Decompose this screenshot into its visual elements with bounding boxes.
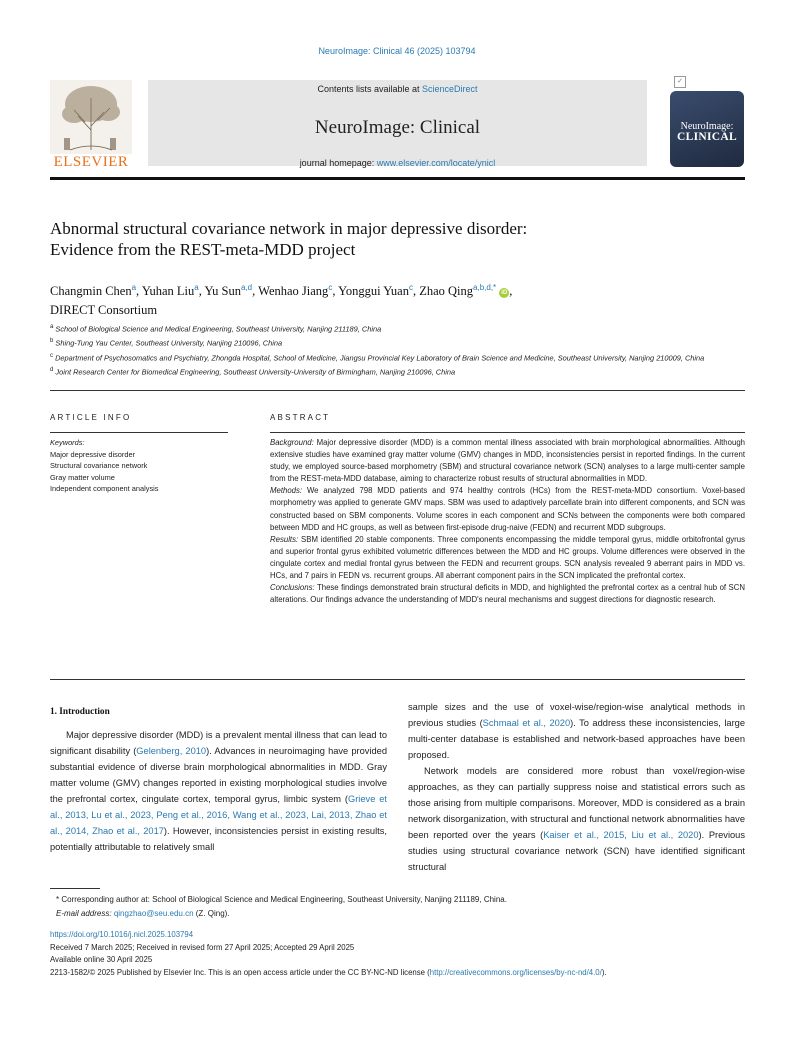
keyword-item: Major depressive disorder <box>50 449 136 459</box>
affiliations-divider <box>50 390 745 391</box>
consortium-name: DIRECT Consortium <box>50 303 158 318</box>
citation-link[interactable]: Kaiser et al., 2015, Liu et al., 2020 <box>543 830 699 840</box>
author-name[interactable]: Yuhan Liu <box>141 284 195 299</box>
author-name[interactable]: Wenhao Jiang <box>258 284 329 299</box>
abstract-divider <box>270 432 745 433</box>
license-link[interactable]: http://creativecommons.org/licenses/by-nc-nd/4.0/ <box>429 967 602 977</box>
abstract-bottom-divider <box>50 679 745 680</box>
footnote <box>56 893 746 921</box>
intro-right-column <box>408 699 745 875</box>
journal-homepage-link[interactable]: www.elsevier.com/locate/ynicl <box>376 158 496 168</box>
keyword-item: Gray matter volume <box>50 472 115 482</box>
citation-link[interactable]: Grieve et al., 2013, Lu et al., 2023, Peng et al., 2016, Wang et al., 2023, Lai, 2013, Zhao et al., 2014, Zhao et al., 2017 <box>50 794 388 836</box>
keywords-label: Keywords: <box>50 438 85 447</box>
affiliation-item: $^a$ School of Biological Science and Medical Engineering, Southeast University, Nanjing 211189, China <box>50 324 382 334</box>
abstract-conclusions: Conclusions: These findings demonstrated brain structural deficits in MDD, and highlighted the prefrontal cortex as a central hub of SCN alterations. Our findings advance the understanding of MDD's neural mechanisms and suggest directions for diagnostic research. <box>270 583 745 605</box>
abstract-results: Results: SBM identified 20 stable components. Three components encompassing the middle temporal gyrus, middle orbitofrontal gyrus and superior frontal gyrus exhibited volumetric differences between the MDD and HC groups. Volume differences were observed in the cingulate cortex and medial frontal gyrus between the FEDN and recurrent groups. SCN analysis revealed 9 aberrant pairs in MDD vs. HCs, and 7 pairs in FEDN vs. recurrent groups. All aberrant component pairs in the SCN implicated the prefrontal cortex. <box>270 534 745 581</box>
author-affiliation-marker[interactable]: a <box>194 283 199 292</box>
corresponding-author-note: * Corresponding author at: School of Biological Science and Medical Engineering, Southeast University, Nanjing 211189, China. <box>56 895 507 904</box>
article-info-heading: ARTICLE INFO <box>50 413 132 422</box>
author-name[interactable]: Yu Sun <box>204 284 241 299</box>
author-affiliation-marker[interactable]: a <box>131 283 137 292</box>
keywords-block <box>50 437 228 495</box>
journal-header <box>50 74 745 172</box>
orcid-icon[interactable]: iD <box>501 290 508 297</box>
journal-title: NeuroImage: Clinical <box>314 117 481 138</box>
journal-cover-thumbnail: NeuroImage: CLINICAL <box>670 91 744 167</box>
keyword-item: Structural covariance network <box>50 461 148 470</box>
author-affiliation-marker[interactable]: a,b,d,* <box>473 283 497 292</box>
abstract-background: Background: Major depressive disorder (MDD) is a common mental illness associated with brain morphological abnormalities. Although extensive studies have examined gray matter volume (GMV) changes in MDD, inconsistencies persist in reported findings. In the current study, we employed source-based morphometry (SBM) and structural covariance network (SCN) analyses to a large multi-center sample from the REST-meta-MDD database, aiming to characterize robust results of structural abnormalities in MDD. <box>270 438 745 484</box>
available-online: Available online 30 April 2025 <box>50 955 153 964</box>
doi-link[interactable]: https://doi.org/10.1016/j.nicl.2025.103794 <box>50 930 194 939</box>
affiliation-item: $^d$ Joint Research Center for Biomedical Engineering, Southeast University-University of Birmingham, Nanjing 210096, China <box>50 367 456 377</box>
author-affiliation-marker[interactable]: c <box>408 283 413 292</box>
intro-paragraph: Network models are considered more robust than voxel/region-wise approaches, as they can partially suppress noise and statistical errors such as those arising from multiple comparisons. Moreover, MDD is considered as a brain network disorganization, with structural and functional network abnormalities have been reported over the years (Kaiser et al., 2015, Liu et al., 2020). Previous studies using structural covariance network (SCN) have identified significant structural <box>408 766 745 872</box>
email-note: E-mail address: qingzhao@seu.edu.cn (Z. Qing). <box>56 909 230 918</box>
keyword-item: Independent component analysis <box>50 484 159 493</box>
publication-info <box>50 929 750 979</box>
abstract-methods: Methods: We analyzed 798 MDD patients and 974 healthy controls (HCs) from the REST-meta-MDD consortium. Voxel-based morphometry was applied to generate GMV maps. SBM was used to adaptively parcellate brain into different components, and SCN was constructed based on SBM components. Volume scores in each component and SCNs between the components were both compared between MDD and HC groups, as well as between first-episode drug-naive (FEDN) and recurrent MDD subgroups. <box>270 486 745 532</box>
introduction-heading: 1. Introduction <box>50 707 110 717</box>
author-list: Changmin Chen$^a$, Yuhan Liu$^a$, Yu Sun$^{a,d}$, Wenhao Jiang$^c$, Yonggui Yuan$^c$, Zhao Qing$^{a,b,d,*}$ iD , DIRECT Consortium <box>50 283 513 318</box>
author-name[interactable]: Zhao Qing <box>419 284 474 299</box>
citation-link[interactable]: Gelenberg, 2010 <box>136 746 207 756</box>
author-name[interactable]: Yonggui Yuan <box>338 284 409 299</box>
intro-left-column <box>50 727 387 855</box>
author-affiliation-marker[interactable]: a,d <box>241 283 253 292</box>
crossmark-icon[interactable]: ✓ <box>674 76 686 88</box>
footnote-divider <box>50 888 100 889</box>
header-divider <box>50 177 745 180</box>
author-affiliation-marker[interactable]: c <box>328 283 333 292</box>
citation-link[interactable]: Schmaal et al., 2020 <box>482 718 571 728</box>
homepage-line: journal homepage: www.elsevier.com/locate/ynicl <box>299 158 496 168</box>
elsevier-wordmark: ELSEVIER <box>53 154 129 170</box>
dates-received: Received 7 March 2025; Received in revised form 27 April 2025; Accepted 29 April 2025 <box>50 942 355 952</box>
article-title: Abnormal structural covariance network in major depressive disorder: Evidence from the REST-meta-MDD project <box>50 219 528 259</box>
email-link[interactable]: qingzhao@seu.edu.cn <box>113 909 194 918</box>
article-info-divider <box>50 432 228 433</box>
license-line: 2213-1582/© 2025 Published by Elsevier Inc. This is an open access article under the CC BY-NC-ND license (http://creativecommons.org/licenses/by-nc-nd/4.0/). <box>50 967 607 977</box>
author-name[interactable]: Changmin Chen <box>50 284 132 299</box>
contents-line: Contents lists available at ScienceDirect <box>317 84 478 94</box>
header-info-panel <box>148 80 647 166</box>
sciencedirect-link[interactable]: ScienceDirect <box>422 84 478 94</box>
affiliation-item: $^b$ Shing-Tung Yau Center, Southeast University, Nanjing 210096, China <box>50 338 283 348</box>
affiliation-item: $^c$ Department of Psychosomatics and Psychiatry, Zhongda Hospital, School of Medicine, Jiangsu Provincial Key Laboratory of Brain Science and Medicine, Southeast University, Nanjing 210009, China <box>50 352 705 363</box>
affiliations <box>50 321 750 379</box>
abstract-heading: ABSTRACT <box>270 413 331 422</box>
journal-reference-link[interactable]: NeuroImage: Clinical 46 (2025) 103794 <box>318 46 476 56</box>
abstract-body <box>270 437 745 606</box>
intro-paragraph: sample sizes and the use of voxel-wise/region-wise analytical methods in previous studies (Schmaal et al., 2020). To address these inconsistencies, large multi-center database is established and network-based approaches have been proposed. <box>408 702 746 760</box>
intro-paragraph: Major depressive disorder (MDD) is a prevalent mental illness that can lead to significant disability (Gelenberg, 2010). Advances in neuroimaging have provided substantial evidence of diverse brain morphological abnormalities in MDD. Gray matter volume (GMV) changes reported in existing morphological studies involve the prefrontal cortex, cingulate cortex, temporal gyrus, limbic system (Grieve et al., 2013, Lu et al., 2023, Peng et al., 2016, Wang et al., 2023, Lai, 2013, Zhao et al., 2014, Zhao et al., 2017). However, inconsistencies persist in existing results, potentially attributable to relatively small <box>50 730 388 852</box>
